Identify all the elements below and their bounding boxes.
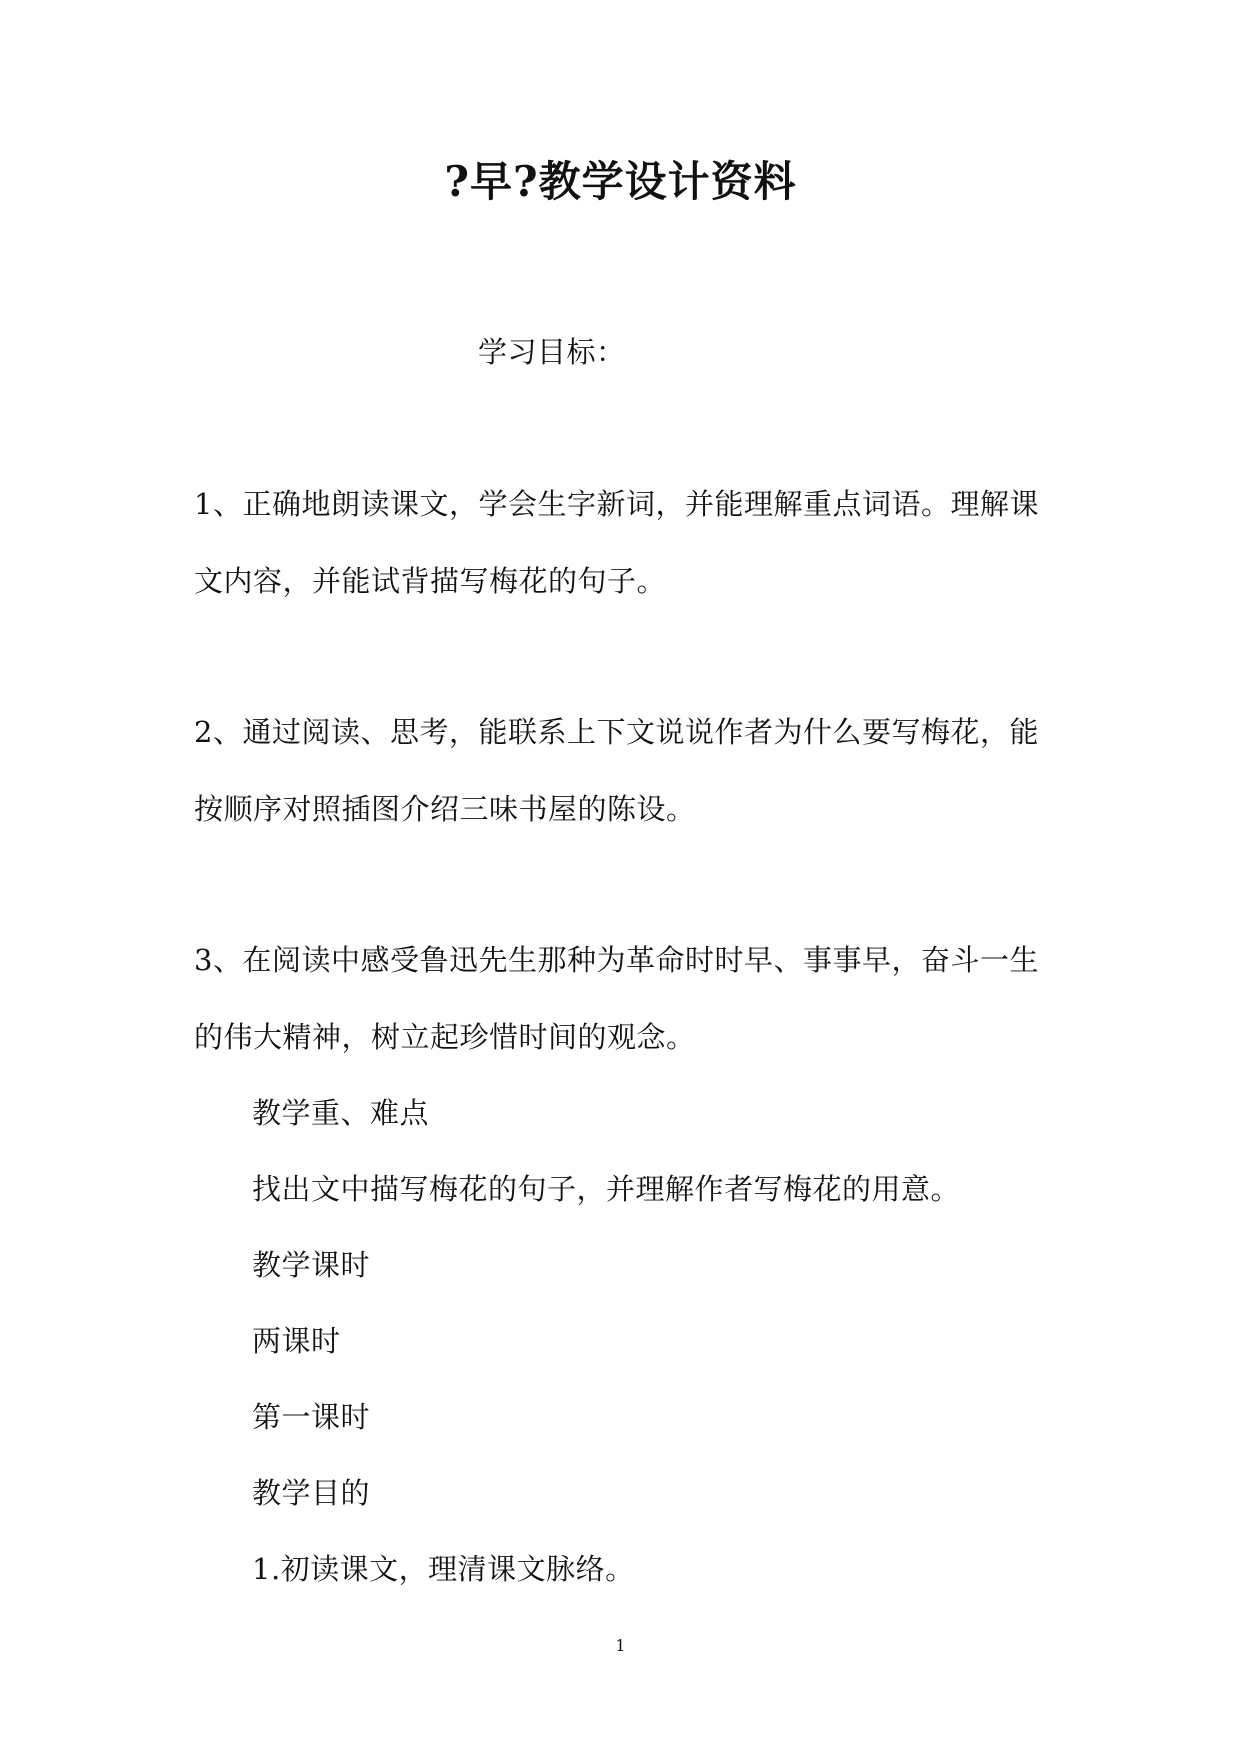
document-title: ?早?教学设计资料: [444, 157, 797, 206]
key-points-heading: 教学重、难点: [252, 1096, 430, 1130]
class-hours-heading: 教学课时: [252, 1248, 371, 1282]
first-lesson-heading: 第一课时: [252, 1400, 371, 1434]
class-hours-text: 两课时: [252, 1324, 341, 1358]
objective-3-line-1: 3、在阅读中感受鲁迅先生那种为革命时时早、事事早，奋斗一生: [194, 943, 1039, 977]
teaching-purpose-heading: 教学目的: [252, 1476, 371, 1510]
objective-2-line-1: 2、通过阅读、思考，能联系上下文说说作者为什么要写梅花，能: [194, 715, 1039, 749]
objective-1-line-1: 1、正确地朗读课文，学会生字新词，并能理解重点词语。理解课: [194, 487, 1039, 521]
page-number: 1: [615, 1636, 626, 1655]
objective-2-line-2: 按顺序对照插图介绍三味书屋的陈设。: [194, 792, 696, 826]
objective-3-line-2: 的伟大精神，树立起珍惜时间的观念。: [194, 1020, 696, 1054]
objectives-heading: 学习目标：: [478, 335, 626, 369]
key-points-text: 找出文中描写梅花的句子，并理解作者写梅花的用意。: [252, 1172, 961, 1206]
teaching-purpose-item-1: 1.初读课文，理清课文脉络。: [252, 1552, 635, 1586]
objective-1-line-2: 文内容，并能试背描写梅花的句子。: [194, 564, 667, 598]
